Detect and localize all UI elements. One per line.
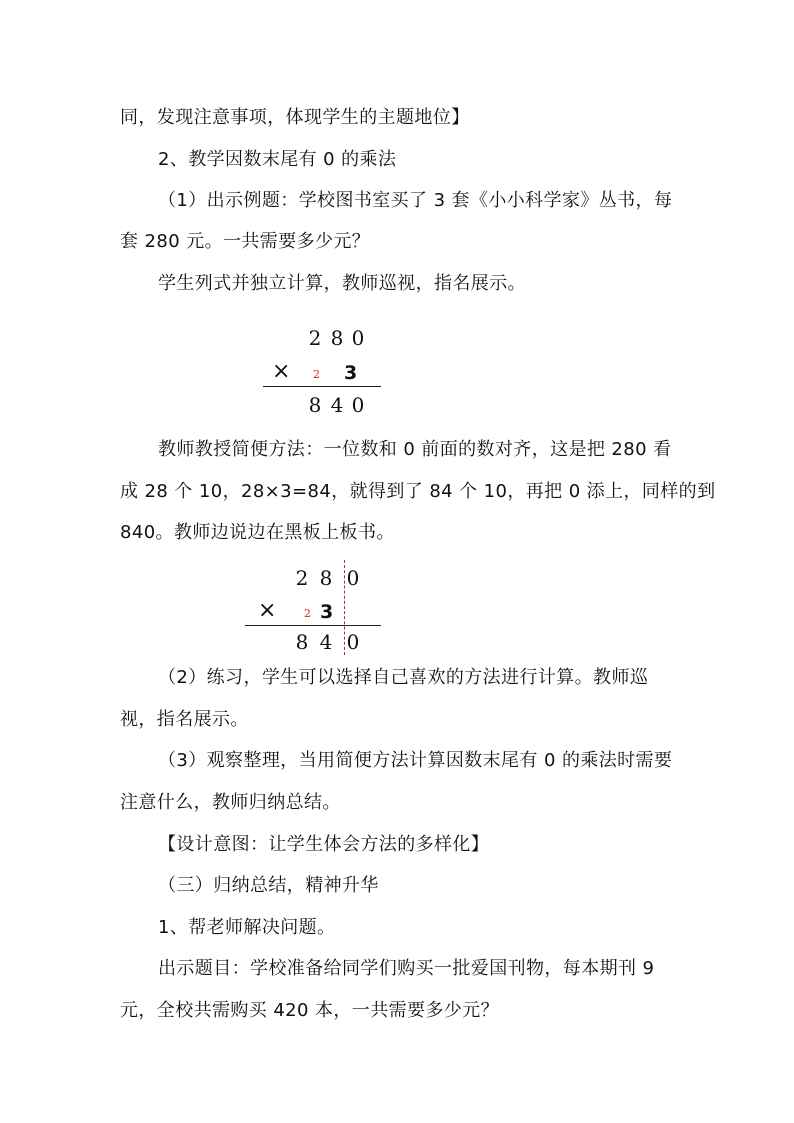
paragraph-text: 1、帮老师解决问题。 [158, 917, 336, 938]
paragraph-text: （3）观察整理，当用简便方法计算因数末尾有 0 的乘法时需要 [158, 750, 673, 771]
paragraph-text: 套 280 元。一共需要多少元？ [120, 231, 371, 252]
carry-digit: 2 [304, 607, 311, 620]
section-heading: （三）归纳总结，精神升华 [158, 875, 379, 896]
paragraph-text: （1）出示例题：学校图书室买了 3 套《小小科学家》丛书，每 [158, 190, 673, 211]
paragraph-text: 学生列式并独立计算，教师巡视，指名展示。 [158, 273, 526, 294]
section-heading: 2、教学因数末尾有 0 的乘法 [158, 149, 397, 170]
product-digit: 4 [330, 393, 344, 417]
multiplier-digit: 3 [320, 601, 334, 623]
carry-digit: 2 [313, 368, 320, 381]
paragraph-text: 元，全校共需购买 420 本，一共需要多少元？ [120, 1000, 499, 1021]
product-digit: 4 [319, 630, 333, 654]
multiplicand-digit: 8 [319, 566, 333, 590]
product-digit: 0 [351, 393, 365, 417]
alignment-guide-line [344, 560, 345, 655]
result-line [245, 625, 381, 626]
paragraph-text: 教师教授简便方法：一位数和 0 前面的数对齐，这是把 280 看 [158, 439, 672, 460]
design-intent-note: 【设计意图：让学生体会方法的多样化】 [158, 834, 490, 855]
paragraph-text: 注意什么，教师归纳总结。 [120, 792, 341, 813]
multiplicand-digit: 0 [346, 566, 360, 590]
multiply-sign: × [258, 598, 277, 623]
product-digit: 8 [308, 393, 322, 417]
product-digit: 0 [346, 630, 360, 654]
paragraph-text: 同，发现注意事项，体现学生的主题地位】 [120, 107, 470, 128]
multiplicand-digit: 0 [351, 326, 365, 350]
paragraph-text: 出示题目：学校准备给同学们购买一批爱国刊物，每本期刊 9 [158, 958, 655, 979]
multiplicand-digit: 8 [330, 326, 344, 350]
product-digit: 8 [295, 630, 309, 654]
multiplicand-digit: 2 [308, 326, 322, 350]
paragraph-text: 840。教师边说边在黑板上板书。 [120, 522, 395, 543]
multiplier-digit: 3 [344, 362, 358, 384]
paragraph-text: （2）练习，学生可以选择自己喜欢的方法进行计算。教师巡 [158, 667, 649, 688]
multiplicand-digit: 2 [295, 566, 309, 590]
result-line [263, 386, 381, 387]
paragraph-text: 成 28 个 10，28×3=84，就得到了 84 个 10，再把 0 添上，同样的到 [120, 481, 716, 502]
paragraph-text: 视，指名展示。 [120, 709, 249, 730]
multiply-sign: × [272, 359, 291, 384]
